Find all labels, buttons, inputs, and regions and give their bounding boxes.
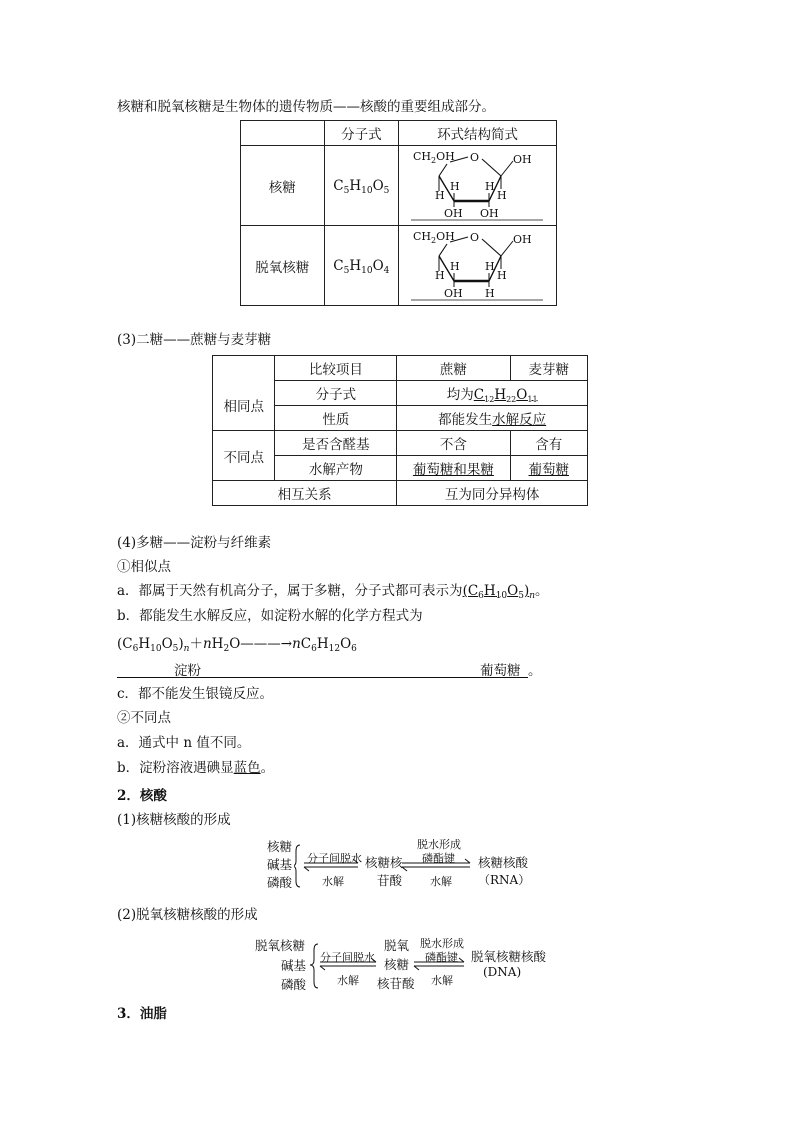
header-compare-item: 比较项目 bbox=[275, 356, 397, 381]
svg-text:H: H bbox=[496, 268, 507, 282]
nucleic-heading: 2．核酸 bbox=[117, 788, 167, 804]
deoxyribose-name: 脱氧核糖 bbox=[241, 226, 325, 306]
hydrolysis-label: 水解产物 bbox=[275, 456, 397, 481]
svg-text:H: H bbox=[484, 179, 495, 193]
relation-value: 互为同分异构体 bbox=[397, 481, 588, 506]
svg-text:H: H bbox=[434, 188, 445, 202]
sugar-header-empty bbox=[241, 121, 325, 146]
formula-value-cell: 均为$C_{12}H_{22}O_{11}$ bbox=[397, 381, 588, 406]
poly-item-c: c．都不能发生银镜反应。 bbox=[117, 686, 274, 702]
fat-heading: 3．油脂 bbox=[117, 1006, 167, 1022]
diff-label: 不同点 bbox=[213, 431, 275, 481]
svg-text:H: H bbox=[449, 179, 460, 193]
svg-text:H: H bbox=[484, 286, 495, 300]
disaccharide-heading: (3)二糖——蔗糖与麦芽糖 bbox=[117, 332, 272, 348]
svg-text:CH2OH: $CH_2OH$ bbox=[412, 149, 455, 165]
poly-formula: $(C_6H_{10}O_5)_n$ bbox=[462, 583, 536, 601]
header-maltose: 麦芽糖 bbox=[510, 356, 588, 381]
dna-heading: (2)脱氧核糖核酸的形成 bbox=[117, 907, 258, 923]
ring-o: O bbox=[469, 150, 479, 164]
same-label: 相同点 bbox=[213, 381, 275, 431]
formula-label: 分子式 bbox=[275, 381, 397, 406]
hydrolysis-maltose: 葡萄糖 bbox=[510, 456, 588, 481]
aldehyde-sucrose: 不含 bbox=[397, 431, 510, 456]
iodine-color: 蓝色 bbox=[233, 760, 261, 776]
rna-diagram: 核糖 碱基 磷酸 分子间脱水 水解 核糖核 苷酸 脱水形成 磷酯键 水解 核糖核酸 （RNA） bbox=[250, 833, 550, 899]
starch-label: 淀粉 bbox=[174, 663, 201, 679]
svg-text:H: H bbox=[496, 188, 507, 202]
sugar-header-structure: 环式结构简式 bbox=[399, 121, 557, 146]
aldehyde-label: 是否含醛基 bbox=[275, 431, 397, 456]
aldehyde-maltose: 含有 bbox=[510, 431, 588, 456]
dna-diagram: 脱氧核糖 碱基 磷酸 分子间脱水 水解 脱氧 核糖 核苷酸 脱水形成 磷酯键 水解 脱氧核糖核酸 (DNA) bbox=[250, 928, 570, 998]
property-value: 水解反应 bbox=[492, 412, 547, 428]
poly-item-b: b．都能发生水解反应，如淀粉水解的化学方程式为 bbox=[117, 608, 423, 624]
ribose-formula: $C_5H_{10}O_5$ bbox=[324, 146, 399, 226]
hydrolysis-equation: $(C_6H_{10}O_5)_n+nH_2O———\to nC_6H_{12}O_6$ bbox=[117, 636, 357, 654]
diff-item-a: a．通式中 n 值不同。 bbox=[117, 735, 251, 751]
equation-arrow: ———→ bbox=[240, 636, 293, 652]
intro-text: 核糖和脱氧核糖是生物体的遗传物质——核酸的重要组成部分。 bbox=[117, 99, 495, 115]
ribose-structure-cell bbox=[399, 146, 557, 226]
diff-item-b: b．淀粉溶液遇碘显蓝色。 bbox=[117, 760, 275, 776]
deoxyribose-structure-cell bbox=[399, 226, 557, 306]
header-sucrose: 蔗糖 bbox=[397, 356, 510, 381]
polysaccharide-heading: (4)多糖——淀粉与纤维素 bbox=[117, 535, 272, 551]
formula-value: $C_{12}H_{22}O_{11}$ bbox=[473, 387, 538, 404]
svg-text:OH: OH bbox=[479, 206, 499, 220]
ribose-name: 核糖 bbox=[241, 146, 325, 226]
relation-label: 相互关系 bbox=[213, 481, 397, 506]
rna-heading: (1)核糖核酸的形成 bbox=[117, 812, 231, 828]
different-heading: ②不同点 bbox=[117, 710, 171, 726]
poly-item-a: a．都属于天然有机高分子，属于多糖，分子式都可表示为$(C_6H_{10}O_5)_n$。 bbox=[117, 583, 549, 601]
sugar-header-formula: 分子式 bbox=[324, 121, 399, 146]
disaccharide-table bbox=[212, 355, 588, 506]
svg-text:CH2OH: $CH_2OH$ bbox=[412, 229, 455, 245]
property-label: 性质 bbox=[275, 406, 397, 431]
similar-heading: ①相似点 bbox=[117, 559, 171, 575]
property-cell: 都能发生水解反应 bbox=[397, 406, 588, 431]
ribose-ring-diagram bbox=[403, 147, 553, 221]
svg-text:OH: OH bbox=[512, 232, 532, 246]
sugar-table bbox=[240, 120, 557, 306]
glucose-label: 葡萄糖 bbox=[480, 663, 521, 679]
svg-text:OH: OH bbox=[512, 152, 532, 166]
deoxyribose-formula: $C_5H_{10}O_4$ bbox=[324, 226, 399, 306]
svg-text:O: O bbox=[469, 230, 479, 244]
svg-text:H: H bbox=[434, 268, 445, 282]
deoxyribose-ring-diagram bbox=[403, 227, 553, 301]
svg-text:H: H bbox=[484, 259, 495, 273]
svg-text:OH: OH bbox=[443, 206, 463, 220]
svg-text:OH: OH bbox=[443, 286, 463, 300]
hydrolysis-sucrose: 葡萄糖和果糖 bbox=[397, 456, 510, 481]
svg-text:H: H bbox=[449, 259, 460, 273]
